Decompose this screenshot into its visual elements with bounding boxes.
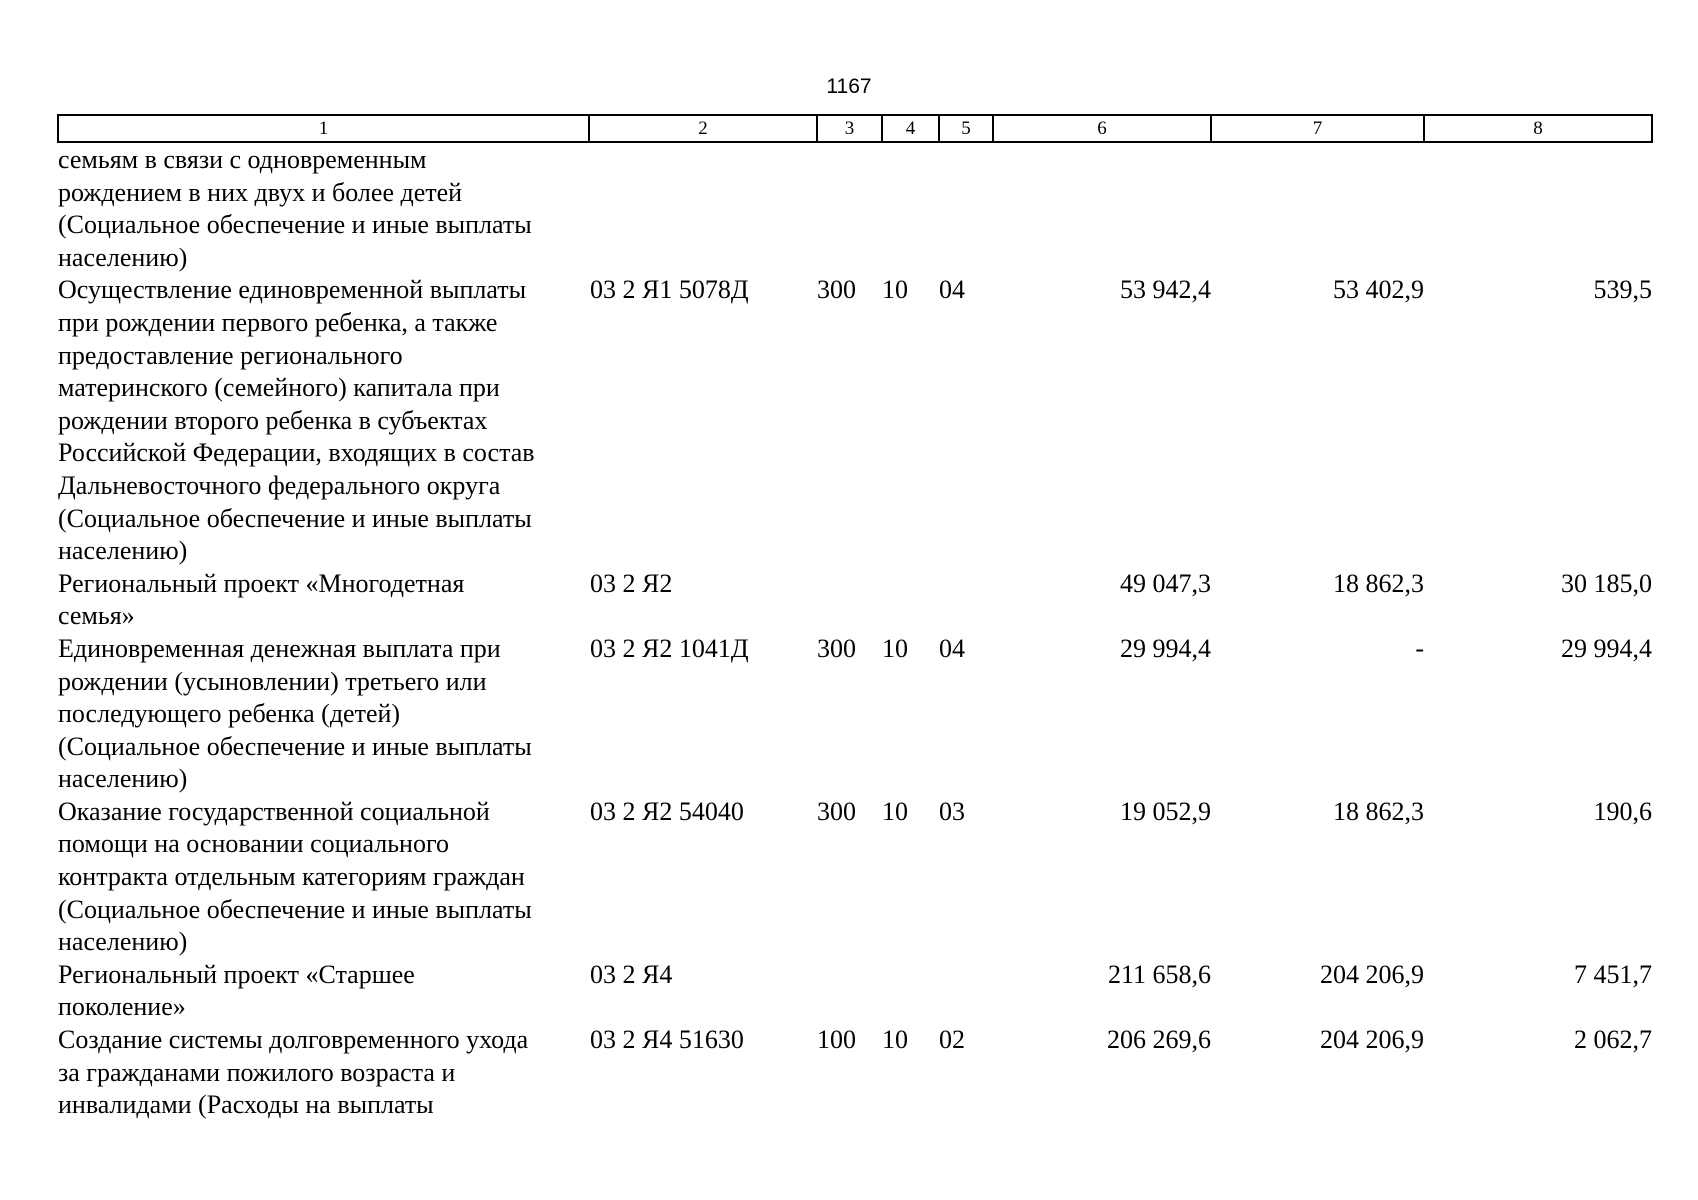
description-line: поколение» — [58, 992, 186, 1022]
column-number-8: 8 — [1424, 115, 1652, 142]
description-line: предоставление регионального — [58, 340, 403, 370]
amount-federal — [1211, 142, 1424, 274]
expense-type: 100 — [817, 1025, 856, 1055]
row-description — [58, 959, 589, 1024]
table-row — [58, 568, 1652, 633]
target-article-code: 03 2 Я2 1041Д — [590, 633, 749, 663]
section: 10 — [882, 633, 908, 663]
description-line: Единовременная денежная выплата при — [58, 633, 501, 663]
budget-table — [57, 114, 1653, 1122]
description-line: за гражданами пожилого возраста и — [58, 1057, 456, 1087]
description-line: (Социальное обеспечение и иные выплаты — [58, 894, 532, 924]
subsection — [939, 959, 993, 1024]
table-row — [58, 274, 1652, 567]
row-description — [58, 633, 589, 796]
description-line: Региональный проект «Многодетная — [58, 568, 465, 598]
amount-total: 19 052,9 — [1120, 796, 1211, 826]
amount-total: 29 994,4 — [1120, 633, 1211, 663]
column-number-1: 1 — [58, 115, 589, 142]
amount-federal: 204 206,9 — [1320, 959, 1424, 989]
description-line: Дальневосточного федерального округа — [58, 470, 501, 500]
expense-type: 300 — [817, 633, 856, 663]
target-article-code: 03 2 Я2 54040 — [590, 796, 744, 826]
subsection — [939, 142, 993, 274]
amount-regional: 2 062,7 — [1574, 1025, 1652, 1055]
description-line: контракта отдельным категориям граждан — [58, 862, 525, 892]
amount-federal: 204 206,9 — [1320, 1025, 1424, 1055]
description-line: семьям в связи с одновременным — [58, 145, 427, 174]
description-line: семья» — [58, 601, 135, 631]
expense-type: 300 — [817, 275, 856, 305]
amount-federal: 18 862,3 — [1333, 568, 1424, 598]
target-article-code: 03 2 Я4 — [590, 959, 673, 989]
amount-federal: - — [1415, 633, 1424, 663]
amount-regional — [1424, 142, 1652, 274]
subsection: 04 — [939, 275, 965, 305]
description-line: рождением в них двух и более детей — [58, 177, 463, 207]
row-description — [58, 274, 589, 567]
description-line: Региональный проект «Старшее — [58, 959, 415, 989]
column-number-4: 4 — [882, 115, 939, 142]
expense-type — [817, 142, 882, 274]
row-description — [58, 1024, 589, 1122]
table-row — [58, 1024, 1652, 1122]
amount-federal: 53 402,9 — [1333, 275, 1424, 305]
column-number-5: 5 — [939, 115, 993, 142]
table-row — [58, 633, 1652, 796]
amount-regional: 30 185,0 — [1561, 568, 1652, 598]
table-row — [58, 796, 1652, 959]
description-line: (Социальное обеспечение и иные выплаты — [58, 210, 532, 240]
description-line: при рождении первого ребенка, а также — [58, 307, 498, 337]
row-description — [58, 796, 589, 959]
expense-type — [817, 568, 882, 633]
description-line: Создание системы долговременного ухода — [58, 1025, 529, 1055]
description-line: инвалидами (Расходы на выплаты — [58, 1090, 434, 1120]
section — [882, 568, 939, 633]
description-line: Оказание государственной социальной — [58, 796, 490, 826]
amount-total: 53 942,4 — [1120, 275, 1211, 305]
section: 10 — [882, 1025, 908, 1055]
target-article-code — [589, 142, 817, 274]
description-line: Осуществление единовременной выплаты — [58, 275, 527, 305]
expense-type: 300 — [817, 796, 856, 826]
description-line: материнского (семейного) капитала при — [58, 373, 500, 403]
description-line: населению) — [58, 764, 188, 794]
table-body — [58, 142, 1652, 1122]
row-description — [58, 568, 589, 633]
section — [882, 142, 939, 274]
description-line: рождении второго ребенка в субъектах — [58, 405, 488, 435]
description-line: (Социальное обеспечение и иные выплаты — [58, 731, 532, 761]
section: 10 — [882, 275, 908, 305]
subsection — [939, 568, 993, 633]
table-row — [58, 959, 1652, 1024]
target-article-code: 03 2 Я2 — [590, 568, 673, 598]
amount-total: 211 658,6 — [1107, 959, 1211, 989]
description-line: (Социальное обеспечение и иные выплаты — [58, 503, 532, 533]
amount-federal: 18 862,3 — [1333, 796, 1424, 826]
table-header — [58, 115, 1652, 142]
description-line: Российской Федерации, входящих в состав — [58, 438, 535, 468]
column-number-7: 7 — [1211, 115, 1424, 142]
table-row — [58, 142, 1652, 274]
amount-total — [993, 142, 1211, 274]
target-article-code: 03 2 Я4 51630 — [590, 1025, 744, 1055]
amount-regional: 539,5 — [1593, 275, 1652, 305]
row-description — [58, 142, 589, 274]
subsection: 02 — [939, 1025, 965, 1055]
amount-total: 206 269,6 — [1107, 1025, 1211, 1055]
subsection: 04 — [939, 633, 965, 663]
column-numbers-row — [58, 115, 1652, 142]
amount-regional: 29 994,4 — [1561, 633, 1652, 663]
amount-total: 49 047,3 — [1120, 568, 1211, 598]
section — [882, 959, 939, 1024]
target-article-code: 03 2 Я1 5078Д — [590, 275, 749, 305]
description-line: населению) — [58, 242, 188, 272]
page-number: 1167 — [826, 75, 872, 98]
amount-regional: 7 451,7 — [1574, 959, 1652, 989]
description-line: населению) — [58, 536, 188, 566]
amount-regional: 190,6 — [1593, 796, 1652, 826]
expense-type — [817, 959, 882, 1024]
column-number-2: 2 — [589, 115, 817, 142]
section: 10 — [882, 796, 908, 826]
description-line: последующего ребенка (детей) — [58, 699, 401, 729]
description-line: помощи на основании социального — [58, 829, 449, 859]
subsection: 03 — [939, 796, 965, 826]
description-line: рождении (усыновлении) третьего или — [58, 666, 487, 696]
column-number-6: 6 — [993, 115, 1211, 142]
column-number-3: 3 — [817, 115, 882, 142]
description-line: населению) — [58, 927, 188, 957]
